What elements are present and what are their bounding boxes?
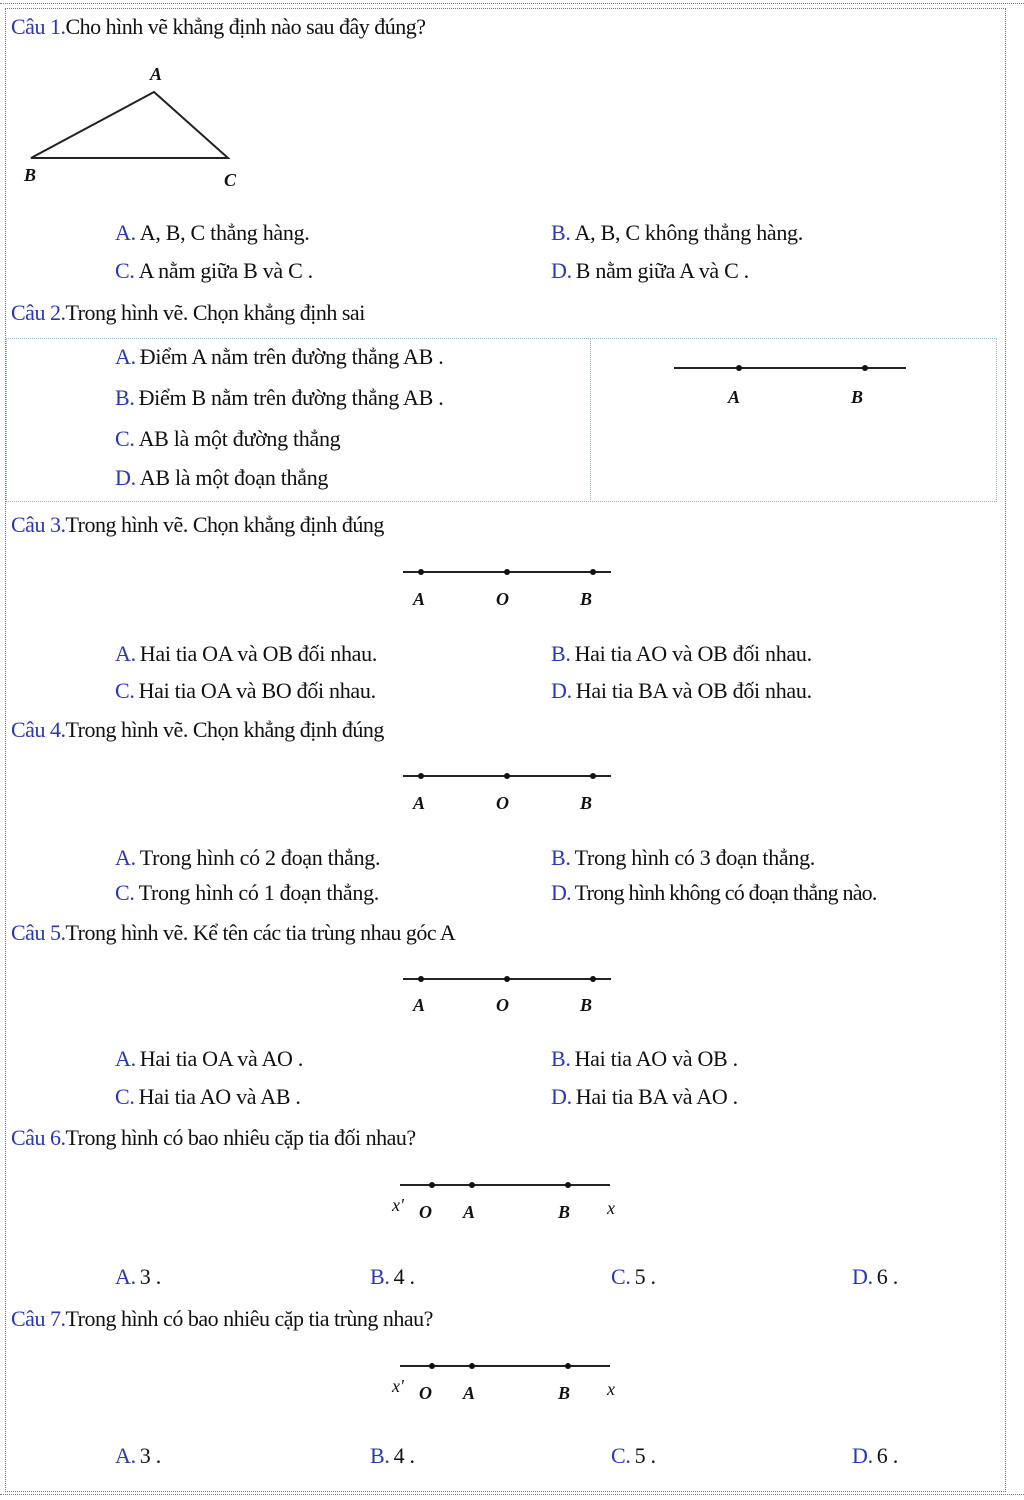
point-label-b: B	[580, 589, 593, 609]
question-label: Câu 3.	[11, 512, 66, 537]
option-text: Điểm A nằm trên đường thẳng AB .	[139, 344, 444, 369]
option-label: C.	[115, 426, 135, 451]
question-text: Trong hình có bao nhiêu cặp tia trùng nhau?	[65, 1306, 433, 1331]
point-label-a: A	[150, 64, 163, 84]
point-label-b: B	[580, 995, 593, 1015]
question-text: Trong hình vẽ. Chọn khẳng định đúng	[65, 717, 384, 742]
option-text: 3 .	[139, 1443, 161, 1468]
option-text: Hai tia AO và AB .	[138, 1084, 301, 1109]
point-label-b: B	[558, 1383, 571, 1403]
option-label: B.	[370, 1264, 390, 1289]
point-label-b: B	[558, 1202, 571, 1222]
option-text: Hai tia AO và OB đối nhau.	[574, 641, 812, 666]
option-text: Trong hình có 3 đoạn thẳng.	[574, 845, 815, 870]
option-label: A.	[115, 1046, 136, 1071]
point-label-o: O	[496, 793, 509, 813]
option-text: 5 .	[634, 1264, 656, 1289]
option-text: Hai tia OA và BO đối nhau.	[138, 678, 376, 703]
option-text: Hai tia BA và AO .	[575, 1084, 738, 1109]
option-label: D.	[551, 1084, 572, 1109]
option-a[interactable]	[115, 1443, 161, 1469]
point-a	[469, 1363, 475, 1369]
option-c[interactable]	[611, 1443, 656, 1469]
point-label-x: x	[607, 1198, 615, 1218]
option-text: AB là một đoạn thẳng	[139, 465, 329, 490]
option-text: Trong hình không có đoạn thẳng nào.	[574, 880, 877, 905]
option-text: 6 .	[876, 1443, 898, 1468]
option-text: A, B, C thẳng hàng.	[139, 220, 310, 245]
option-d[interactable]	[852, 1443, 898, 1469]
option-text: B nằm giữa A và C .	[575, 258, 749, 283]
option-label: A.	[115, 1443, 136, 1468]
option-text: 3 .	[139, 1264, 161, 1289]
bottom-rule	[0, 1494, 1024, 1495]
point-o	[429, 1363, 435, 1369]
point-label-a: A	[728, 387, 741, 407]
option-label: C.	[611, 1264, 631, 1289]
point-label-a: A	[413, 589, 426, 609]
question-text: Trong hình có bao nhiêu cặp tia đối nhau?	[65, 1125, 416, 1150]
point-label-b: B	[580, 793, 593, 813]
option-label: D.	[852, 1264, 873, 1289]
option-label: C.	[115, 678, 135, 703]
point-label-x-prime: x'	[392, 1376, 404, 1396]
option-b[interactable]	[370, 1443, 415, 1469]
option-label: B.	[551, 1046, 571, 1071]
option-text: Hai tia OA và OB đối nhau.	[139, 641, 378, 666]
option-text: A nằm giữa B và C .	[138, 258, 313, 283]
option-text: Hai tia AO và OB .	[574, 1046, 738, 1071]
question-label: Câu 2.	[11, 300, 66, 325]
question-label: Câu 4.	[11, 717, 66, 742]
point-label-o: O	[496, 589, 509, 609]
question-text: Trong hình vẽ. Chọn khẳng định sai	[65, 300, 365, 325]
option-text: Hai tia BA và OB đối nhau.	[575, 678, 812, 703]
option-label: B.	[370, 1443, 390, 1468]
option-label: C.	[115, 258, 135, 283]
option-label: A.	[115, 845, 136, 870]
point-label-o: O	[419, 1202, 432, 1222]
point-label-c: C	[224, 170, 237, 190]
option-label: D.	[551, 880, 571, 905]
point-label-x: x	[607, 1379, 615, 1399]
point-label-a: A	[413, 793, 426, 813]
point-label-a: A	[413, 995, 426, 1015]
option-text: Trong hình có 2 đoạn thẳng.	[139, 845, 381, 870]
option-text: AB là một đường thẳng	[138, 426, 341, 451]
point-label-a: A	[463, 1383, 476, 1403]
option-text: 4 .	[393, 1264, 415, 1289]
option-label: C.	[611, 1443, 631, 1468]
point-label-o: O	[496, 995, 509, 1015]
question-text: Cho hình vẽ khẳng định nào sau đây đúng?	[65, 14, 426, 39]
option-label: C.	[115, 880, 135, 905]
question-text: Trong hình vẽ. Chọn khẳng định đúng	[65, 512, 384, 537]
option-label: B.	[115, 385, 135, 410]
option-label: A.	[115, 641, 136, 666]
question-label: Câu 1.	[11, 14, 66, 39]
option-label: D.	[852, 1443, 873, 1468]
option-label: D.	[115, 465, 136, 490]
option-label: B.	[551, 220, 571, 245]
question-label: Câu 7.	[11, 1306, 66, 1331]
point-label-o: O	[419, 1383, 432, 1403]
question-label: Câu 6.	[11, 1125, 66, 1150]
point-b	[565, 1363, 571, 1369]
option-text: 5 .	[634, 1443, 656, 1468]
option-text: Hai tia OA và AO .	[139, 1046, 304, 1071]
option-label: D.	[551, 258, 572, 283]
option-label: D.	[551, 678, 572, 703]
option-text: 6 .	[876, 1264, 898, 1289]
option-text: Điểm B nằm trên đường thẳng AB .	[138, 385, 444, 410]
question-text: Trong hình vẽ. Kể tên các tia trùng nhau góc A	[65, 920, 456, 945]
point-label-b: B	[851, 387, 864, 407]
option-label: B.	[551, 641, 571, 666]
option-label: A.	[115, 344, 136, 369]
question-label: Câu 5.	[11, 920, 66, 945]
point-label-a: A	[463, 1202, 476, 1222]
option-label: A.	[115, 1264, 136, 1289]
option-text: Trong hình có 1 đoạn thẳng.	[138, 880, 379, 905]
point-label-x-prime: x'	[392, 1195, 404, 1215]
option-label: B.	[551, 845, 571, 870]
option-label: A.	[115, 220, 136, 245]
option-text: 4 .	[393, 1443, 415, 1468]
option-text: A, B, C không thẳng hàng.	[574, 220, 803, 245]
option-label: C.	[115, 1084, 135, 1109]
point-label-b: B	[24, 165, 37, 185]
